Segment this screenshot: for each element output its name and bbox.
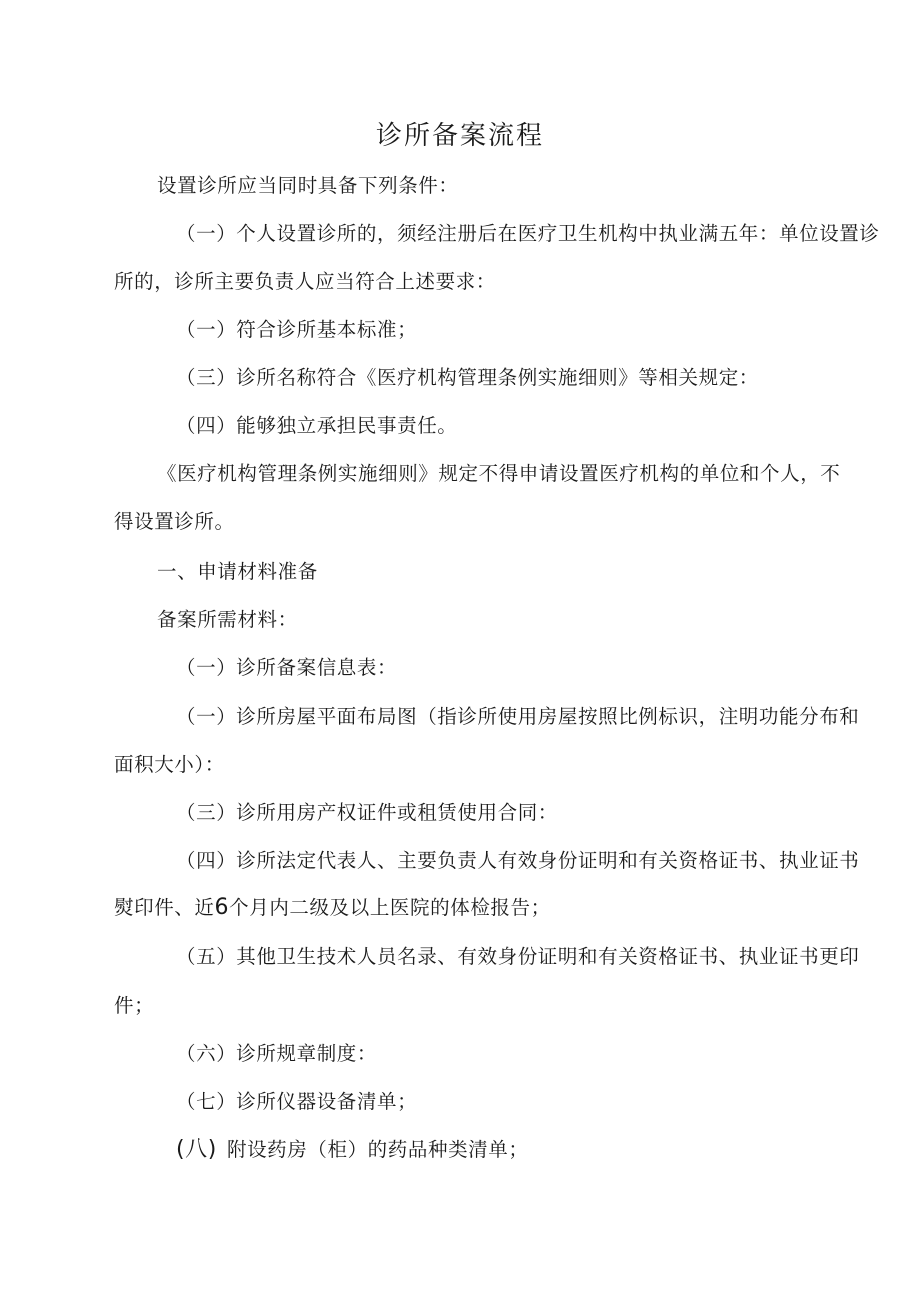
- paragraph-text: 个月内二级及以上医院的体检报告；: [229, 896, 551, 919]
- paragraph-line: 得设置诊所。: [114, 510, 235, 533]
- paragraph-line: （一）符合诊所基本标准；: [176, 318, 418, 341]
- paragraph-line: （六）诊所规章制度：: [176, 1042, 378, 1065]
- paragraph-line: 《医疗机构管理条例实施细则》规定不得申请设置医疗机构的单位和个人，不: [157, 462, 841, 485]
- paragraph-line: 设置诊所应当同时具备下列条件：: [157, 174, 459, 197]
- paragraph-line: 件；: [114, 994, 155, 1017]
- paragraph-line: （四）能够独立承担民事责任。: [176, 414, 458, 437]
- paragraph-line: （七）诊所仪器设备清单；: [176, 1090, 418, 1113]
- paragraph-line: （三）诊所用房产权证件或租赁使用合同：: [176, 801, 558, 824]
- paragraph-line: （一）诊所房屋平面布局图（指诊所使用房屋按照比例标识，注明功能分布和: [176, 705, 860, 728]
- paragraph-line: （一）诊所备案信息表：: [176, 656, 398, 679]
- paragraph-number: 6: [214, 895, 230, 920]
- paragraph-line: （一）个人设置诊所的，须经注册后在医疗卫生机构中执业满五年：单位设置诊: [176, 222, 880, 245]
- paragraph-text: 熨印件、近: [114, 896, 215, 919]
- paragraph-line: 所的，诊所主要负责人应当符合上述要求：: [114, 270, 496, 293]
- paragraph-text: 附设药房（柜）的药品种类清单；: [226, 1138, 529, 1161]
- paragraph-line: （五）其他卫生技术人员名录、有效身份证明和有关资格证书、执业证书更印: [176, 945, 860, 968]
- paragraph-line: 面积大小）：: [114, 753, 225, 776]
- document-title: 诊所备案流程: [375, 121, 544, 151]
- paragraph-line: （四）诊所法定代表人、主要负责人有效身份证明和有关资格证书、执业证书: [176, 849, 860, 872]
- paragraph-line: [176, 1136, 528, 1164]
- paragraph-line: 备案所需材料：: [157, 608, 298, 631]
- section-heading: 一、申请材料准备: [157, 560, 318, 583]
- paragraph-line: （三）诊所名称符合《医疗机构管理条例实施细则》等相关规定：: [176, 366, 759, 389]
- paragraph-line: [114, 894, 551, 922]
- list-marker: (八): [176, 1137, 217, 1162]
